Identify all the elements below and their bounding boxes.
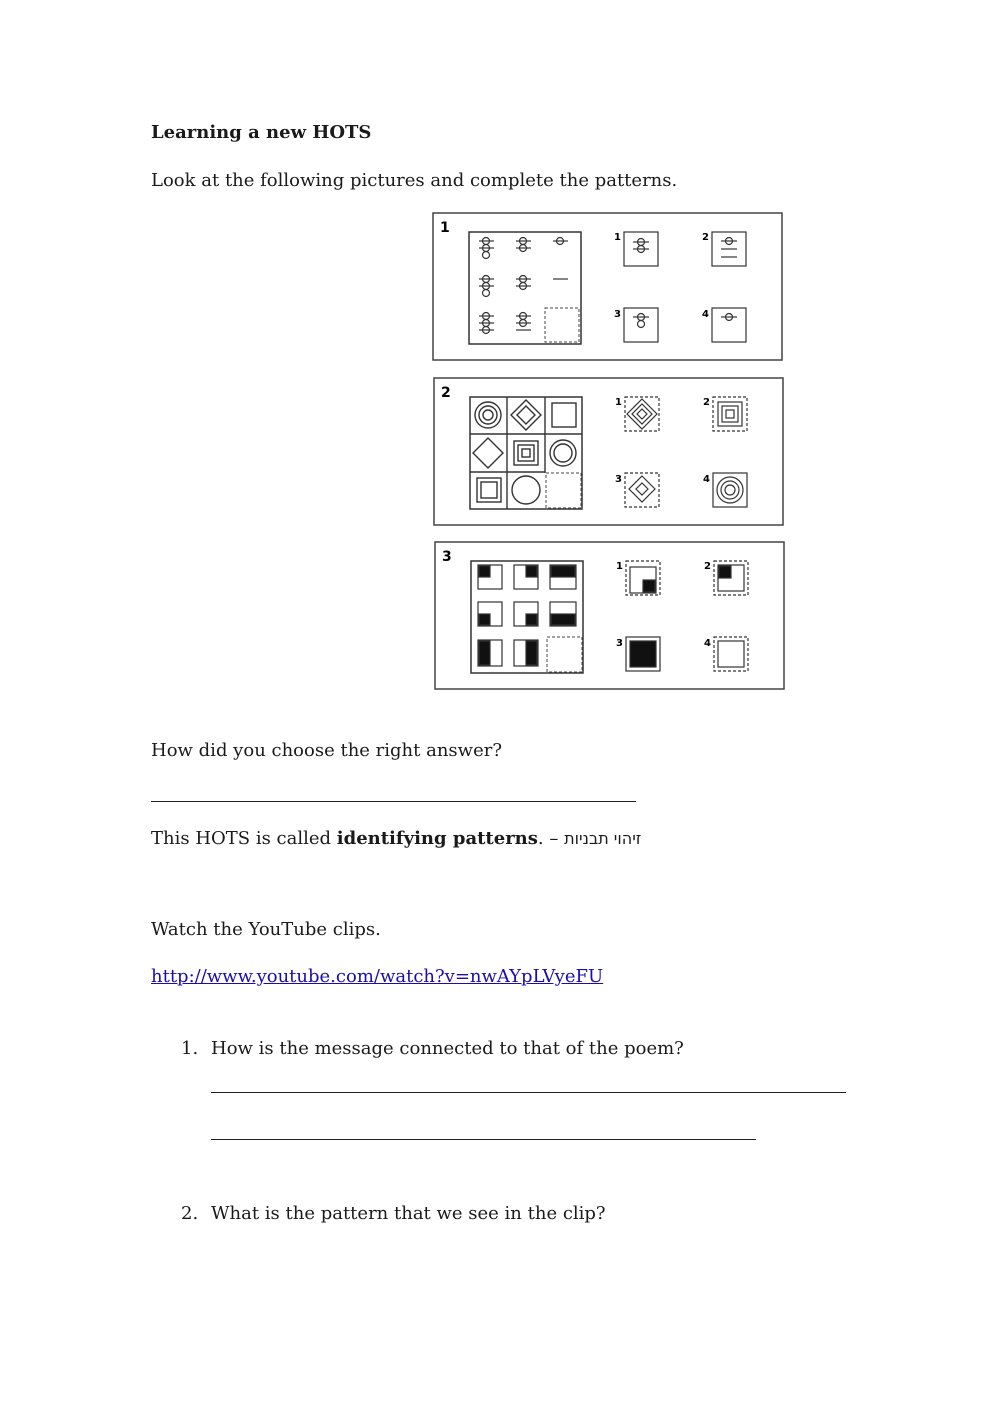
option-label: 3 xyxy=(616,638,623,649)
youtube-link[interactable]: http://www.youtube.com/watch?v=nwAYpLVyeFU xyxy=(151,966,604,987)
puzzle-number: 1 xyxy=(440,220,450,236)
option-label: 3 xyxy=(614,309,621,320)
question-2-number: 2. xyxy=(181,1203,199,1224)
question-1-number: 1. xyxy=(181,1038,199,1059)
puzzle-2 xyxy=(433,377,785,527)
hots-term: identifying patterns xyxy=(336,828,538,849)
puzzle-3 xyxy=(434,541,786,691)
option-label: 3 xyxy=(615,474,622,485)
puzzle-1 xyxy=(432,212,784,362)
hots-separator: . – xyxy=(537,828,559,849)
option-label: 2 xyxy=(704,561,711,572)
option-label: 1 xyxy=(616,561,623,572)
question-choose: How did you choose the right answer? xyxy=(151,740,502,761)
answer-line[interactable] xyxy=(211,1139,756,1140)
hots-prefix: This HOTS is called xyxy=(151,828,337,849)
question-2-text: What is the pattern that we see in the clip? xyxy=(211,1203,606,1224)
option-label: 2 xyxy=(703,397,710,408)
answer-line[interactable] xyxy=(151,801,636,802)
puzzle-number: 2 xyxy=(441,385,451,401)
hots-sentence xyxy=(151,828,641,850)
option-label: 1 xyxy=(614,232,621,243)
page-title: Learning a new HOTS xyxy=(151,122,372,143)
watch-text: Watch the YouTube clips. xyxy=(151,919,381,940)
puzzle-number: 3 xyxy=(442,549,452,565)
instruction-text: Look at the following pictures and complete the patterns. xyxy=(151,170,678,191)
option-label: 4 xyxy=(704,638,711,649)
question-1-text: How is the message connected to that of the poem? xyxy=(211,1038,684,1059)
answer-line[interactable] xyxy=(211,1092,846,1093)
option-label: 4 xyxy=(703,474,710,485)
option-label: 4 xyxy=(702,309,709,320)
hots-hebrew: זיהוי תבניות xyxy=(564,829,642,848)
option-label: 2 xyxy=(702,232,709,243)
option-label: 1 xyxy=(615,397,622,408)
